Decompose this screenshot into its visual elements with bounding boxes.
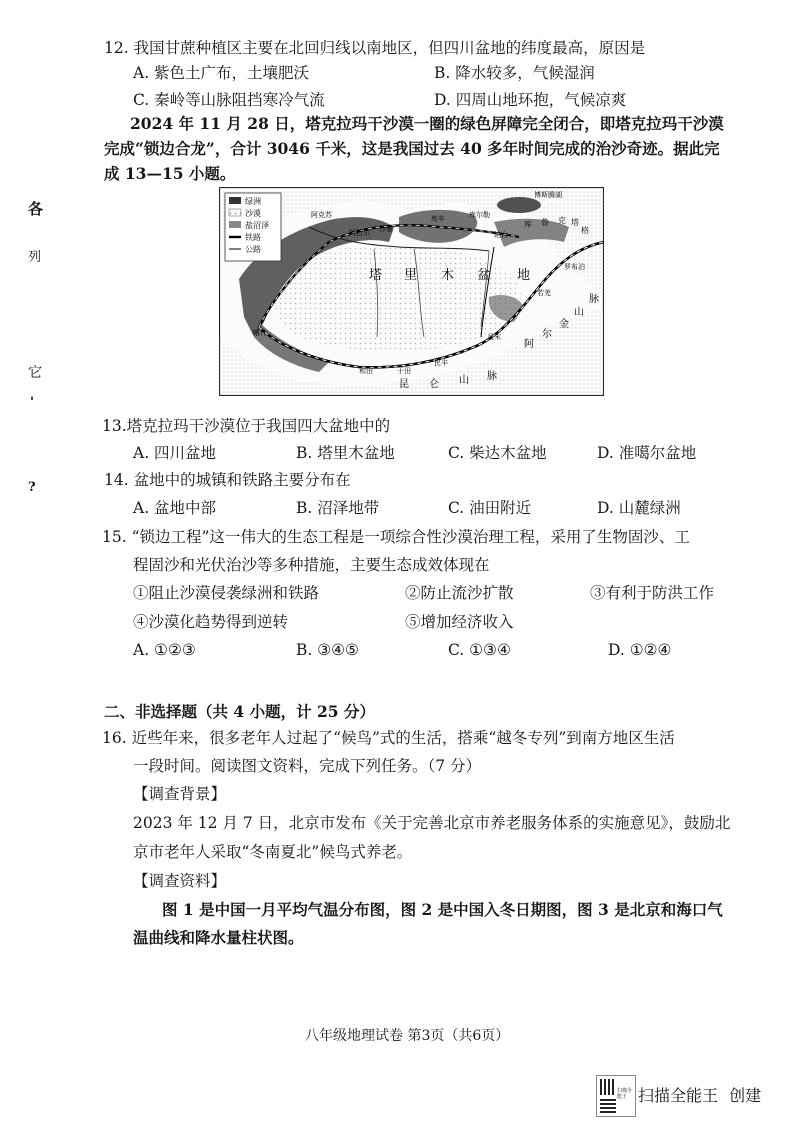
qr-code-icon <box>600 1079 616 1095</box>
q13-option-c: C. 柴达木盆地 <box>448 444 547 462</box>
q15-option-d: D. ①②④ <box>608 641 672 659</box>
margin-char: ? <box>28 480 36 495</box>
legend-label-road: 公路 <box>245 245 261 254</box>
question-16-line-1: 16. 近些年来，很多老年人过起了“候鸟”式的生活，搭乘“越冬专列”到南方地区生活 <box>102 729 675 747</box>
background-title: 【调查背景】 <box>133 785 227 803</box>
q15-item-5: ⑤增加经济收入 <box>405 613 514 631</box>
map-label-kunlun-1: 昆 <box>399 379 409 390</box>
question-13-stem: 13.塔克拉玛干沙漠位于我国四大盆地中的 <box>102 417 391 435</box>
map-label-basin-2: 里 <box>404 268 418 283</box>
question-14-stem: 14. 盆地中的城镇和铁路主要分布在 <box>104 471 351 489</box>
question-15-stem-2: 程固沙和光伏治沙等多种措施，主要生态成效体现在 <box>133 556 490 574</box>
section-2-title: 二、非选择题（共 4 小题，计 25 分） <box>104 702 375 721</box>
map-place-luntai: 轮台 <box>494 231 508 239</box>
q15-item-3: ③有利于防洪工作 <box>590 584 715 602</box>
map-label-altun-1: 阿 <box>524 339 534 350</box>
materials-line-2: 温曲线和降水量柱状图。 <box>133 928 304 947</box>
margin-char: 列 <box>28 250 42 265</box>
scanner-watermark <box>638 1083 761 1106</box>
q15-item-2: ②防止流沙扩散 <box>405 584 514 602</box>
material-line-2: 完成“锁边合龙”，合计 3046 千米，这是我国过去 40 多年时间完成的治沙奇迹。据此完 <box>104 139 720 158</box>
q15-item-1: ①阻止沙漠侵袭绿洲和铁路 <box>133 584 320 602</box>
q15-option-c: C. ①③④ <box>448 641 511 659</box>
map-label-kunlun-3: 山 <box>459 375 469 386</box>
q14-option-c: C. 油田附近 <box>448 499 532 517</box>
material-line-3: 成 13—15 小题。 <box>104 164 236 183</box>
map-label-kuruk-4: 塔 <box>571 218 579 227</box>
scanner-app-mini-label: 扫描全能王 <box>617 1088 633 1100</box>
map-place-minfeng: 民丰 <box>434 359 448 367</box>
q15-option-a: A. ①②③ <box>133 641 196 659</box>
q13-option-a: A. 四川盆地 <box>133 444 217 462</box>
map-place-yutian: 于田 <box>397 367 411 375</box>
q12-option-c: C. 秦岭等山脉阻挡寒冷气流 <box>133 91 325 109</box>
materials-title: 【调查资料】 <box>133 872 227 890</box>
scanner-qr-badge <box>596 1075 636 1117</box>
map-place-lop-nur: 罗布泊 <box>564 263 585 271</box>
map-label-kuruk-1: 库 <box>524 220 532 229</box>
map-label-altun-5: 脉 <box>589 294 599 305</box>
qr-code-icon <box>600 1097 616 1113</box>
q14-option-b: B. 沼泽地带 <box>296 499 380 517</box>
map-label-kuruk-3: 克 <box>558 216 566 225</box>
scanner-action: 创建 <box>729 1086 762 1105</box>
map-label-altun-4: 山 <box>574 307 584 318</box>
map-place-aksu: 阿克苏 <box>311 211 332 219</box>
map-label-kuruk-5: 格 <box>581 226 589 235</box>
map-label-basin-3: 木 <box>441 268 455 283</box>
question-16-line-2: 一段时间。阅读图文资料，完成下列任务。（7 分） <box>133 757 482 775</box>
map-place-ruoqiang: 若羌 <box>537 289 551 297</box>
q12-option-a: A. 紫色土广布，土壤肥沃 <box>133 64 310 82</box>
q12-option-b: B. 降水较多，气候湿润 <box>434 64 595 82</box>
map-place-korla: 库尔勒 <box>469 211 490 219</box>
margin-char: ' <box>30 395 34 410</box>
q14-option-a: A. 盆地中部 <box>133 499 217 517</box>
q13-option-b: B. 塔里木盆地 <box>296 444 395 462</box>
taklamakan-map <box>219 187 604 396</box>
question-15-stem-1: 15. “锁边工程”这一伟大的生态工程是一项综合性沙漠治理工程，采用了生物固沙、工 <box>102 528 690 546</box>
map-place-kuqa: 库车 <box>431 215 445 223</box>
map-place-bosten-lake: 博斯腾湖 <box>534 191 562 199</box>
q13-option-d: D. 准噶尔盆地 <box>597 444 697 462</box>
q12-option-d: D. 四周山地环抱，气候凉爽 <box>434 91 627 109</box>
map-place-kashgar: 喀什 <box>253 329 267 337</box>
map-label-altun-2: 尔 <box>542 329 552 340</box>
map-label-kuruk-2: 鲁 <box>541 218 549 227</box>
legend-label-desert: 沙漠 <box>245 209 261 218</box>
materials-line-1: 图 1 是中国一月平均气温分布图，图 2 是中国入冬日期图，图 3 是北京和海口气 <box>162 900 723 919</box>
legend-label-railway: 铁路 <box>245 233 261 242</box>
question-12-stem: 12. 我国甘蔗种植区主要在北回归线以南地区，但四川盆地的纬度最高，原因是 <box>104 39 646 57</box>
map-place-qiemo: 且末 <box>487 333 501 341</box>
q15-item-4: ④沙漠化趋势得到逆转 <box>133 613 289 631</box>
map-label-basin-1: 塔 <box>369 268 383 283</box>
map-place-hotan: 和田 <box>359 367 373 375</box>
margin-char: 各 <box>28 200 44 218</box>
scanner-app-name: 扫描全能王 <box>638 1086 719 1105</box>
map-label-kunlun-4: 脉 <box>487 371 497 382</box>
map-label-basin-5: 地 <box>517 268 531 283</box>
margin-char: 它 <box>28 365 42 381</box>
map-place-shaya: 沙雅 <box>379 225 393 233</box>
background-line-2: 京市老年人采取“冬南夏北”候鸟式养老。 <box>133 843 413 861</box>
map-label-altun-3: 金 <box>559 319 569 330</box>
map-label-basin-4: 盆 <box>477 268 491 283</box>
map-label-kunlun-2: 仑 <box>429 379 439 390</box>
material-line-1: 2024 年 11 月 28 日，塔克拉玛干沙漠一圈的绿色屏障完全闭合，即塔克拉玛干沙漠 <box>130 114 724 133</box>
page-footer: 八年级地理试卷 第3页（共6页） <box>305 1028 510 1044</box>
q15-option-b: B. ③④⑤ <box>296 641 359 659</box>
legend-label-salt-marsh: 盐沼泽 <box>245 221 269 230</box>
map-place-alar: 阿拉尔 <box>349 229 370 237</box>
legend-label-oasis: 绿洲 <box>245 197 261 206</box>
background-line-1: 2023 年 12 月 7 日，北京市发布《关于完善北京市养老服务体系的实施意见》，鼓励北 <box>133 814 731 832</box>
q14-option-d: D. 山麓绿洲 <box>597 499 681 517</box>
